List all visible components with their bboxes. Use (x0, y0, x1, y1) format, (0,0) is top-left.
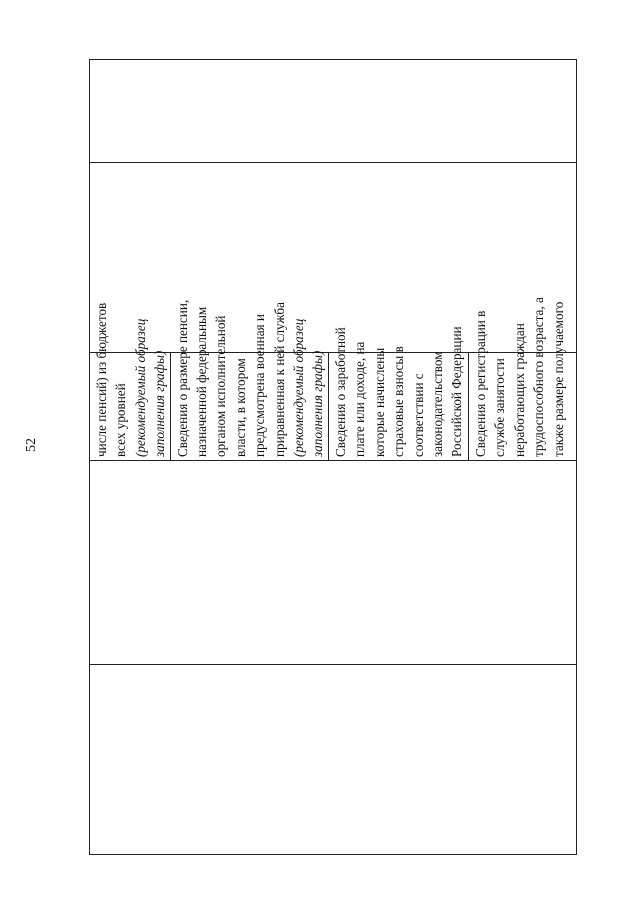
cell-text: Сведения о регистрации в (472, 310, 488, 457)
table-row (90, 60, 171, 855)
table-cell-description (90, 302, 171, 461)
table-cell-empty (90, 163, 577, 353)
cell-text: числе пенсий) из бюджетов (94, 302, 109, 457)
cell-text: всех уровней (113, 383, 129, 457)
table-cell-empty (90, 665, 577, 855)
page-number: 52 (24, 438, 39, 452)
cell-text: трудоспособного возраста, а (531, 297, 547, 457)
cell-text: органом исполнительной (213, 315, 229, 457)
cell-text: также размере получаемого (550, 301, 566, 457)
cell-text: службе занятости (492, 358, 508, 457)
table-cell-empty (90, 60, 577, 163)
cell-text: которые начислены (371, 347, 387, 457)
cell-text: предусмотрена военная и (252, 314, 268, 457)
table-cell-description (328, 326, 468, 461)
cell-text: Сведения о размере пенсии, (174, 299, 190, 457)
cell-note: (рекомендуемый образец (132, 318, 148, 457)
cell-note: (рекомендуемый образец (291, 318, 307, 457)
cell-text: плате или доходе, на (352, 341, 368, 457)
cell-text: власти, в котором (232, 358, 248, 457)
cell-text: страховые взносы в (391, 346, 407, 457)
table-cell-description (468, 297, 576, 461)
cell-text: приравненная к ней служба (271, 302, 287, 457)
cell-text: Российской Федерации (449, 326, 465, 457)
cell-text: соответствии с (410, 373, 426, 457)
cell-text: законодательством (429, 351, 445, 457)
table-cell-description (170, 299, 328, 461)
cell-text: назначенной федеральным (194, 306, 210, 457)
cell-note: заполнения графы) (310, 350, 326, 457)
document-table (89, 60, 571, 855)
cell-text: неработающих граждан (511, 323, 527, 457)
cell-text: Сведения о заработной (332, 327, 348, 457)
table-cell-empty (90, 461, 577, 665)
cell-note: заполнения графы) (152, 350, 168, 457)
